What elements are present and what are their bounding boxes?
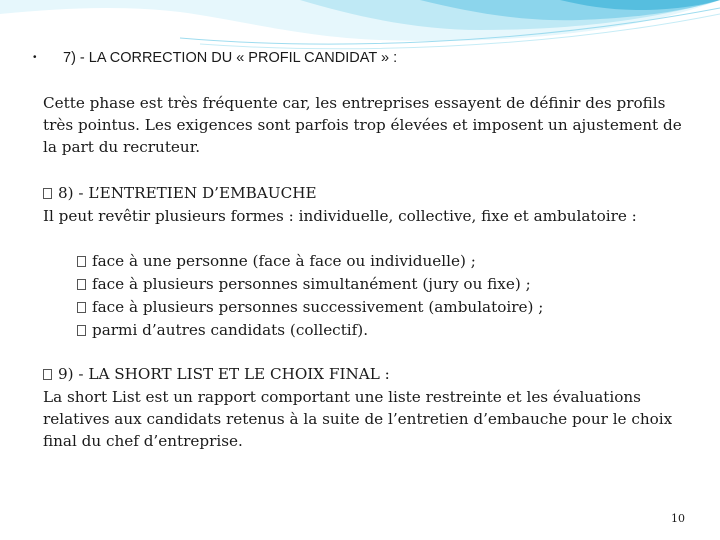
list-item: parmi d’autres candidats (collectif). — [77, 319, 543, 342]
list-item: face à plusieurs personnes simultanément (jury ou fixe) ; — [77, 273, 543, 296]
list-item: face à plusieurs personnes successivement (ambulatoire) ; — [77, 296, 543, 319]
bullet-icon: • — [33, 52, 37, 63]
section-9-heading: 9) - LA SHORT LIST ET LE CHOIX FINAL : — [58, 365, 390, 383]
checkbox-glyph-icon — [77, 279, 86, 290]
interview-forms-list — [77, 250, 543, 342]
checkbox-glyph-icon — [77, 302, 86, 313]
checkbox-glyph-icon — [77, 256, 86, 267]
section-7-heading: 7) - LA CORRECTION DU « PROFIL CANDIDAT » : — [63, 50, 398, 66]
checkbox-glyph-icon — [43, 369, 52, 380]
checkbox-glyph-icon — [43, 188, 52, 199]
section-9-heading-row — [43, 363, 390, 385]
section-8-intro: Il peut revêtir plusieurs formes : individuelle, collective, fixe et ambulatoire : — [43, 207, 637, 225]
list-item: face à une personne (face à face ou individuelle) ; — [77, 250, 543, 273]
section-7-paragraph: Cette phase est très fréquente car, les entreprises essayent de définir des profils très pointus. Les exigences sont parfois trop élevées et imposent un ajustement de la part du recruteur. — [43, 94, 682, 156]
checkbox-glyph-icon — [77, 325, 86, 336]
page-number: 10 — [671, 512, 685, 525]
section-9-paragraph: La short List est un rapport comportant une liste restreinte et les évaluations relatives aux candidats retenus à la suite de l’entretien d’embauche pour le choix final du chef d’entreprise. — [43, 388, 673, 450]
section-8-heading-row — [43, 182, 317, 204]
section-8-heading: 8) - L’ENTRETIEN D’EMBAUCHE — [58, 184, 317, 202]
